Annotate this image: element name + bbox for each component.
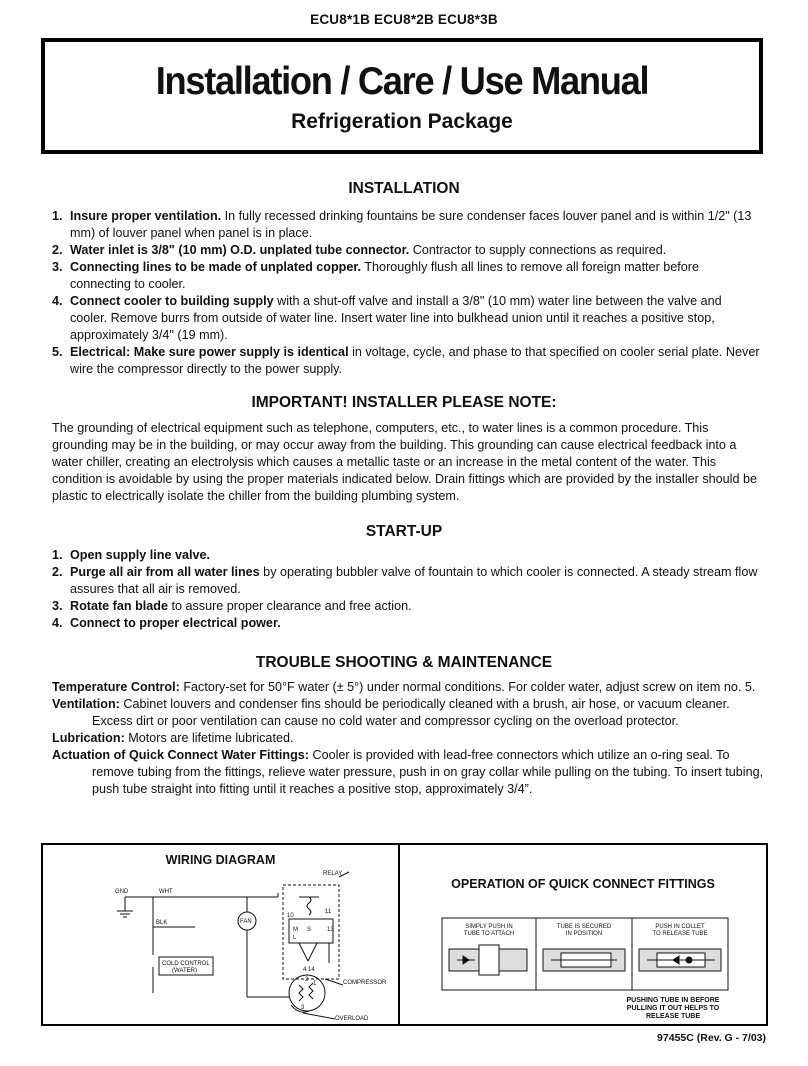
manual-title: Installation / Care / Use Manual bbox=[155, 60, 649, 103]
qc-step-2-line-2: IN POSITION bbox=[565, 931, 603, 937]
item-text: Thoroughly flush all lines to remove all foreign matter before connecting to cooler. bbox=[70, 260, 699, 291]
item-number: 3. bbox=[52, 260, 63, 274]
label-blk: BLK bbox=[156, 920, 168, 926]
label-cold-control: COLD CONTROL bbox=[162, 961, 210, 967]
important-text bbox=[52, 420, 764, 505]
quick-connect-caption bbox=[588, 997, 758, 1021]
quick-connect-diagram bbox=[441, 917, 731, 997]
wiring-diagram bbox=[103, 867, 387, 1023]
qc-step-3-line-1: PUSH IN COLLET bbox=[655, 924, 705, 930]
startup-item-1 bbox=[52, 547, 762, 564]
manual-subtitle: Refrigeration Package bbox=[291, 110, 513, 133]
label-gnd: GND bbox=[115, 889, 129, 895]
installation-item-4 bbox=[52, 293, 762, 344]
installation-item-5 bbox=[52, 344, 762, 378]
startup-item-2 bbox=[52, 564, 762, 598]
item-text: Contractor to supply connections as required. bbox=[409, 243, 667, 257]
label-terminal-414: 4 14 bbox=[303, 967, 315, 973]
document-number: 97455C (Rev. G - 7/03) bbox=[657, 1032, 766, 1044]
label-terminal-11: 11 bbox=[325, 909, 332, 915]
model-numbers: ECU8*1B ECU8*2B ECU8*3B bbox=[310, 12, 498, 27]
label-c1: 1 bbox=[313, 981, 317, 987]
item-lead: Connect cooler to building supply bbox=[70, 294, 274, 308]
label-terminal-s: S bbox=[307, 927, 312, 933]
item-text: with a shut-off valve and install a 3/8" (10 mm) water line between the valve and cooler. Remove burrs from outside of water line. Insert water line into bulkhead union until it reaches a positive stop, approximately 3/4" (19 mm). bbox=[70, 294, 722, 342]
item-lead: Open supply line valve. bbox=[70, 548, 210, 562]
title-box bbox=[41, 38, 763, 154]
item-lead: Purge all air from all water lines bbox=[70, 565, 260, 579]
label-terminal-l: L bbox=[293, 935, 297, 941]
item-lead: Ventilation: bbox=[52, 697, 120, 711]
quick-connect-title: OPERATION OF QUICK CONNECT FITTINGS bbox=[451, 877, 715, 891]
installation-heading: INSTALLATION bbox=[348, 180, 460, 197]
item-lead: Connecting lines to be made of unplated copper. bbox=[70, 260, 362, 274]
important-paragraph: The grounding of electrical equipment such as telephone, computers, etc., to water lines is a common procedure. This grounding may be in the building, or may occur away from the building. This grounding can cause electrical feedback into a water chiller, creating an electrolysis which causes a metallic taste or an increase in the metal content of the water. This condition is avoidable by using the proper materials indicated below. Drain fittings which are provided by the installer should be plastic to electrically isolate the chiller from the building plumbing system. bbox=[52, 421, 757, 503]
item-number: 3. bbox=[52, 599, 63, 613]
label-compressor: COMPRESSOR bbox=[343, 980, 387, 986]
label-c3: 3 bbox=[301, 1005, 305, 1011]
qc-step-3-line-2: TO RELEASE TUBE bbox=[652, 931, 708, 937]
important-heading: IMPORTANT! INSTALLER PLEASE NOTE: bbox=[251, 394, 557, 411]
label-c2: 2 bbox=[305, 977, 309, 983]
label-fan: FAN bbox=[240, 919, 252, 925]
item-lead: Temperature Control: bbox=[52, 680, 180, 694]
item-text: by operating bubbler valve of fountain to which cooler is connected. A steady stream flow assures that all air is removed. bbox=[70, 565, 758, 596]
trouble-heading: TROUBLE SHOOTING & MAINTENANCE bbox=[255, 654, 553, 671]
label-wht: WHT bbox=[159, 889, 173, 895]
startup-item-4 bbox=[52, 615, 762, 632]
item-text: to assure proper clearance and free action. bbox=[167, 599, 412, 613]
item-lead: Rotate fan blade bbox=[70, 599, 168, 613]
label-terminal-10: 10 bbox=[287, 913, 294, 919]
installation-item-3 bbox=[52, 259, 762, 293]
item-text: Cooler is provided with lead-free connectors which utilize an o-ring seal. To remove tubing from the fittings, relieve water pressure, push in on gray collar while pulling on the tubing. To insert tubing, push tube straight into fitting until it reaches a positive stop, approximately 3/4”. bbox=[92, 748, 764, 796]
label-terminal-13: 13 bbox=[327, 927, 334, 933]
caption-line-2: PULLING IT OUT HELPS TO bbox=[626, 1005, 720, 1012]
trouble-item-quick-connect bbox=[52, 747, 764, 798]
qc-step-2-line-1: TUBE IS SECURED bbox=[556, 924, 612, 930]
startup-item-3 bbox=[52, 598, 762, 615]
diagram-divider bbox=[398, 845, 400, 1024]
item-number: 2. bbox=[52, 565, 63, 579]
item-number: 5. bbox=[52, 345, 63, 359]
item-lead: Connect to proper electrical power. bbox=[70, 616, 281, 630]
item-lead: Insure proper ventilation. bbox=[70, 209, 222, 223]
diagram-box bbox=[41, 843, 768, 1026]
wiring-diagram-title: WIRING DIAGRAM bbox=[165, 853, 276, 867]
startup-list bbox=[52, 547, 762, 632]
installation-item-1 bbox=[52, 208, 762, 242]
label-relay: RELAY bbox=[323, 871, 343, 877]
caption-line-1: PUSHING TUBE IN BEFORE bbox=[626, 997, 720, 1004]
qc-step-1-line-1: SIMPLY PUSH IN bbox=[465, 924, 513, 930]
qc-step-1-line-2: TUBE TO ATTACH bbox=[463, 931, 515, 937]
caption-line-3: RELEASE TUBE bbox=[645, 1013, 701, 1020]
item-number: 4. bbox=[52, 616, 63, 630]
trouble-item-temperature bbox=[52, 679, 764, 696]
item-number: 1. bbox=[52, 548, 63, 562]
trouble-list bbox=[52, 679, 764, 798]
item-text: Motors are lifetime lubricated. bbox=[124, 731, 294, 745]
installation-item-2 bbox=[52, 242, 762, 259]
item-text: Cabinet louvers and condenser fins should be periodically cleaned with a brush, air hose, or vacuum cleaner. Excess dirt or poor ventilation can cause no cold water and compressor cycling on the overload protector. bbox=[92, 697, 730, 728]
installation-list bbox=[52, 208, 762, 378]
startup-heading: START-UP bbox=[365, 523, 443, 540]
item-text: in voltage, cycle, and phase to that specified on cooler serial plate. Never wire the compressor directly to the power supply. bbox=[70, 345, 760, 376]
trouble-item-ventilation bbox=[52, 696, 764, 730]
item-lead: Lubrication: bbox=[52, 731, 125, 745]
item-text: In fully recessed drinking fountains be sure condenser faces louver panel and is within 1/2" (13 mm) of louver panel when panel is in place. bbox=[70, 209, 752, 240]
item-number: 1. bbox=[52, 209, 63, 223]
label-terminal-m: M bbox=[293, 927, 298, 933]
item-number: 2. bbox=[52, 243, 63, 257]
label-cold-control-water: (WATER) bbox=[172, 968, 197, 974]
item-lead: Electrical: Make sure power supply is identical bbox=[70, 345, 349, 359]
item-lead: Water inlet is 3/8" (10 mm) O.D. unplated tube connector. bbox=[70, 243, 410, 257]
item-number: 4. bbox=[52, 294, 63, 308]
item-lead: Actuation of Quick Connect Water Fittings: bbox=[52, 748, 310, 762]
trouble-item-lubrication bbox=[52, 730, 764, 747]
label-overload: OVERLOAD bbox=[335, 1016, 369, 1022]
item-text: Factory-set for 50°F water (± 5°) under normal conditions. For colder water, adjust screw on item no. 5. bbox=[179, 680, 756, 694]
